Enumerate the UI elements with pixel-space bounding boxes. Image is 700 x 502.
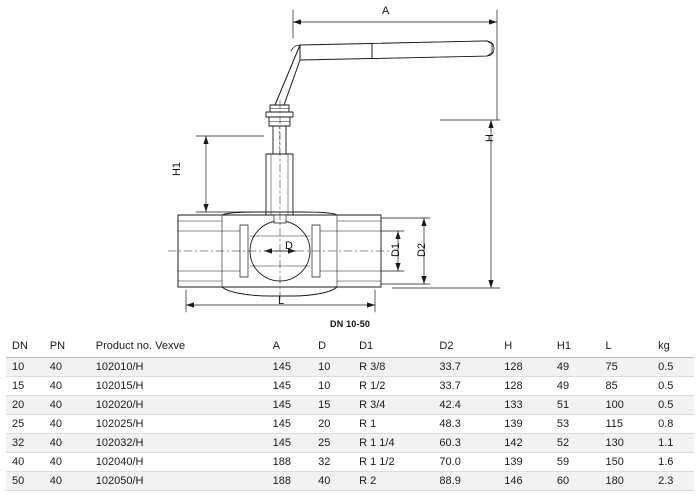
cell-l: 85 (599, 377, 652, 396)
cell-dn: 15 (6, 377, 44, 396)
diagram-caption: DN 10-50 (330, 319, 371, 329)
cell-h: 139 (498, 453, 551, 472)
column-header-kg: kg (652, 336, 694, 358)
cell-d: 10 (312, 377, 353, 396)
cell-a: 145 (267, 396, 313, 415)
cell-prod: 102020/H (90, 396, 267, 415)
dimension-label-D2: D2 (416, 242, 429, 258)
cell-dn: 32 (6, 434, 44, 453)
cell-prod: 102010/H (90, 358, 267, 377)
cell-h1: 52 (551, 434, 600, 453)
cell-prod: 102050/H (90, 472, 267, 491)
cell-pn: 40 (44, 377, 90, 396)
cell-h1: 51 (551, 396, 600, 415)
cell-h1: 49 (551, 358, 600, 377)
column-header-h: H (498, 336, 551, 358)
table-row (6, 396, 694, 415)
cell-d2: 33.7 (433, 377, 498, 396)
table-row (6, 377, 694, 396)
cell-d2: 42.4 (433, 396, 498, 415)
cell-d2: 70.0 (433, 453, 498, 472)
dimension-label-D: D (285, 240, 293, 252)
cell-pn: 40 (44, 434, 90, 453)
cell-l: 150 (599, 453, 652, 472)
cell-pn: 40 (44, 453, 90, 472)
cell-d1: R 3/8 (353, 358, 433, 377)
cell-kg: 0.5 (652, 377, 694, 396)
column-header-h1: H1 (551, 336, 600, 358)
cell-prod: 102025/H (90, 415, 267, 434)
dimension-label-A: A (382, 5, 390, 17)
cell-kg: 2.3 (652, 472, 694, 491)
dimension-label-H: H (483, 134, 496, 142)
cell-h1: 59 (551, 453, 600, 472)
table-row (6, 434, 694, 453)
cell-d2: 33.7 (433, 358, 498, 377)
cell-a: 188 (267, 472, 313, 491)
cell-d1: R 2 (353, 472, 433, 491)
cell-l: 115 (599, 415, 652, 434)
cell-dn: 25 (6, 415, 44, 434)
cell-d: 10 (312, 358, 353, 377)
table-header-row (6, 336, 694, 358)
cell-d: 20 (312, 415, 353, 434)
column-header-l: L (599, 336, 652, 358)
cell-h1: 60 (551, 472, 600, 491)
specification-table-wrapper (0, 336, 700, 491)
dimension-label-L: L (278, 295, 285, 307)
cell-kg: 1.6 (652, 453, 694, 472)
cell-h1: 53 (551, 415, 600, 434)
cell-l: 180 (599, 472, 652, 491)
cell-d1: R 1 1/2 (353, 453, 433, 472)
column-header-a: A (267, 336, 313, 358)
column-header-d1: D1 (353, 336, 433, 358)
column-header-pn: PN (44, 336, 90, 358)
cell-pn: 40 (44, 396, 90, 415)
cell-d2: 88.9 (433, 472, 498, 491)
table-row (6, 358, 694, 377)
cell-h: 142 (498, 434, 551, 453)
specification-table (6, 336, 694, 491)
table-row (6, 472, 694, 491)
cell-prod: 102015/H (90, 377, 267, 396)
cell-d2: 48.3 (433, 415, 498, 434)
cell-a: 145 (267, 358, 313, 377)
cell-d: 40 (312, 472, 353, 491)
cell-l: 100 (599, 396, 652, 415)
cell-kg: 0.5 (652, 358, 694, 377)
cell-prod: 102040/H (90, 453, 267, 472)
cell-l: 75 (599, 358, 652, 377)
cell-pn: 40 (44, 358, 90, 377)
valve-stem (266, 105, 293, 215)
cell-d1: R 1 (353, 415, 433, 434)
table-body (6, 358, 694, 491)
cell-d1: R 3/4 (353, 396, 433, 415)
cell-d1: R 1/2 (353, 377, 433, 396)
cell-d: 25 (312, 434, 353, 453)
cell-kg: 0.5 (652, 396, 694, 415)
dimension-label-D1: D1 (390, 242, 403, 258)
column-header-d: D (312, 336, 353, 358)
cell-d: 32 (312, 453, 353, 472)
dimension-label-H1: H1 (171, 161, 184, 177)
dimension-H (392, 120, 500, 288)
cell-l: 130 (599, 434, 652, 453)
cell-h1: 49 (551, 377, 600, 396)
cell-dn: 10 (6, 358, 44, 377)
cell-dn: 50 (6, 472, 44, 491)
cell-a: 188 (267, 453, 313, 472)
cell-kg: 0.8 (652, 415, 694, 434)
cell-h: 133 (498, 396, 551, 415)
cell-a: 145 (267, 434, 313, 453)
column-header-prod: Product no. Vexve (90, 336, 267, 358)
table-head (6, 336, 694, 358)
cell-pn: 40 (44, 415, 90, 434)
cell-h: 128 (498, 377, 551, 396)
cell-kg: 1.1 (652, 434, 694, 453)
cell-pn: 40 (44, 472, 90, 491)
table-row (6, 453, 694, 472)
dimension-H1 (196, 136, 264, 212)
cell-a: 145 (267, 377, 313, 396)
cell-d2: 60.3 (433, 434, 498, 453)
cell-h: 128 (498, 358, 551, 377)
cell-dn: 20 (6, 396, 44, 415)
column-header-dn: DN (6, 336, 44, 358)
cell-h: 139 (498, 415, 551, 434)
cell-prod: 102032/H (90, 434, 267, 453)
cell-h: 146 (498, 472, 551, 491)
cell-a: 145 (267, 415, 313, 434)
dimension-A (293, 10, 497, 120)
cell-dn: 40 (6, 453, 44, 472)
lever-handle (275, 41, 494, 105)
cell-d1: R 1 1/4 (353, 434, 433, 453)
cell-d: 15 (312, 396, 353, 415)
table-row (6, 415, 694, 434)
column-header-d2: D2 (433, 336, 498, 358)
